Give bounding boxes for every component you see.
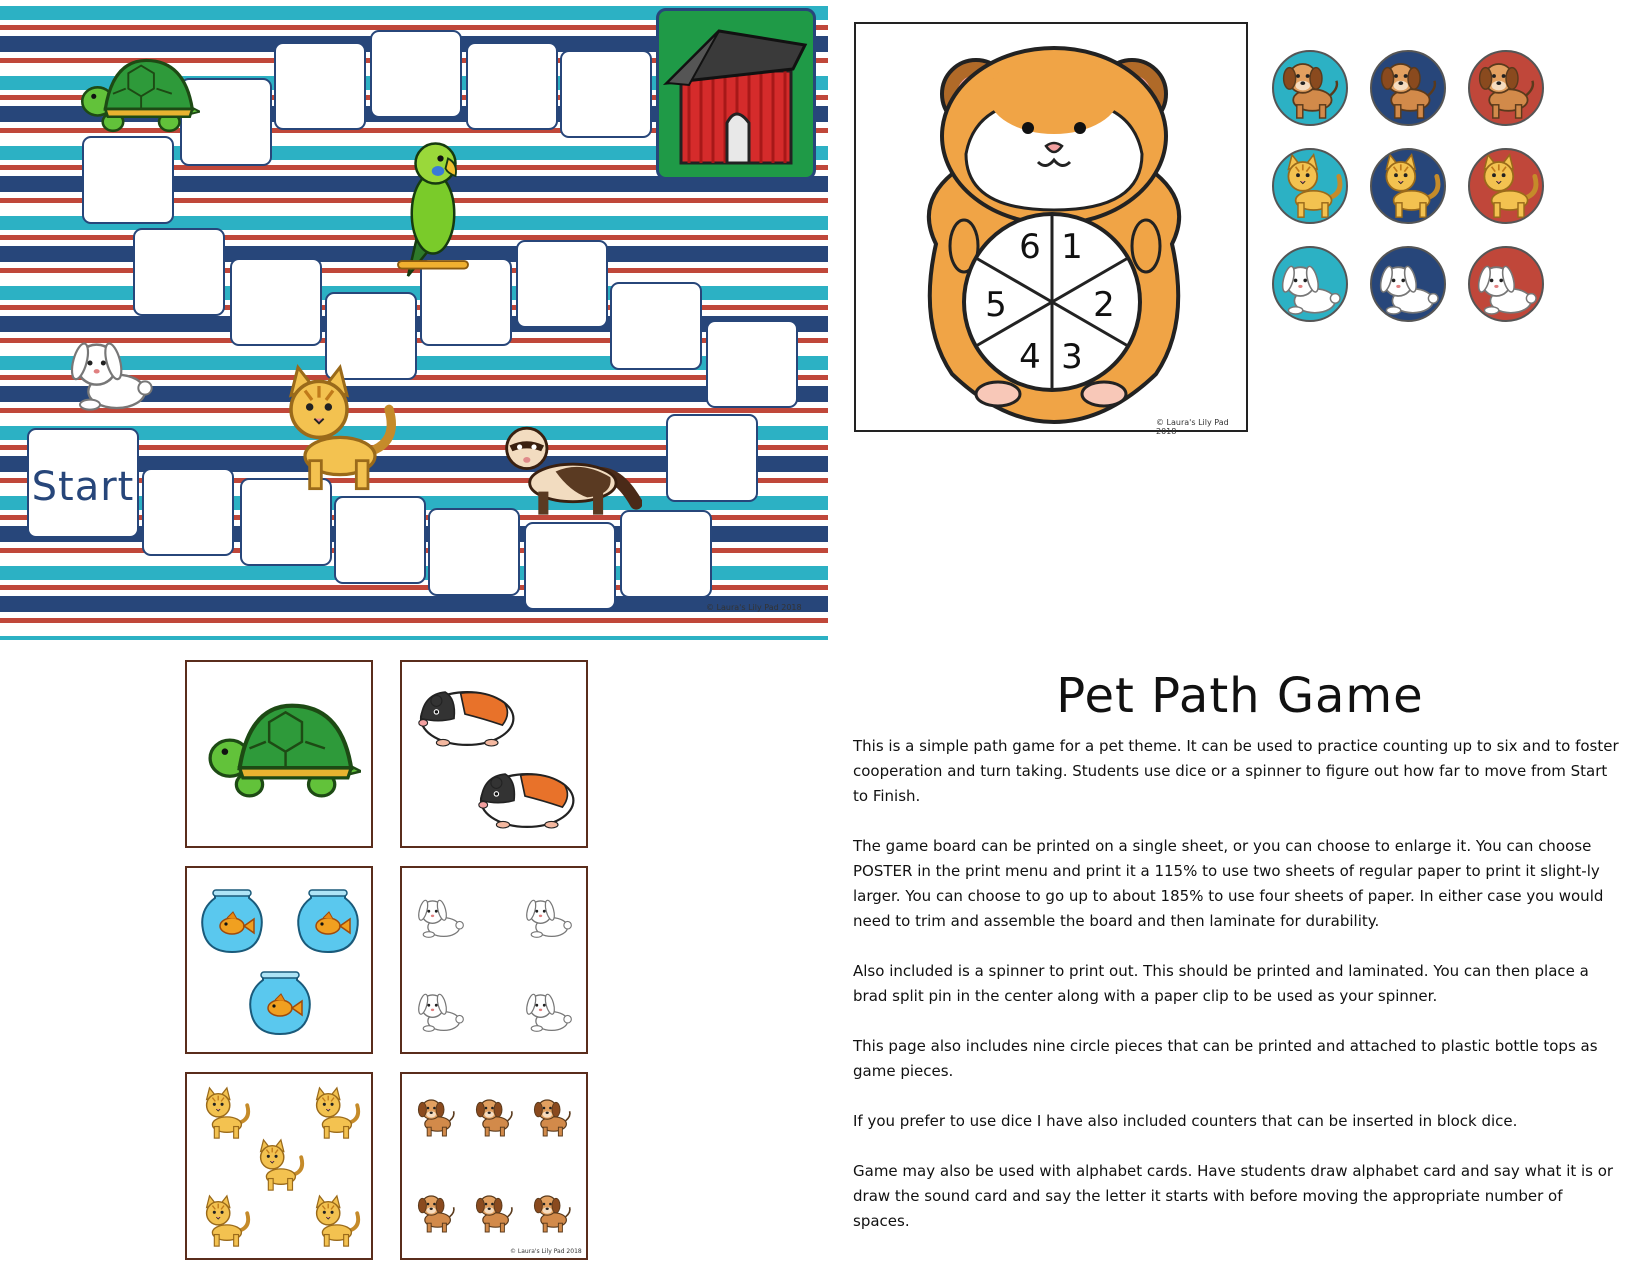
counter-card-4 (400, 866, 588, 1054)
dog-icon (1274, 52, 1346, 124)
board-square (666, 414, 758, 502)
spinner-number: 1 (1061, 227, 1083, 267)
cat-icon (258, 358, 408, 498)
cat-icon (305, 1084, 363, 1142)
page-title: Pet Path Game (1056, 668, 1424, 724)
board-square (133, 228, 225, 316)
dog-icon (412, 1188, 460, 1236)
board-square (524, 522, 616, 610)
dog-icon (470, 1188, 518, 1236)
cards-credit: © Laura's Lily Pad 2018 (510, 1248, 582, 1255)
counter-card-3 (185, 866, 373, 1054)
counter-card-5 (185, 1072, 373, 1260)
game-piece-bunny (1370, 246, 1446, 322)
bunny-icon (1372, 248, 1444, 320)
dog-icon (1372, 52, 1444, 124)
description-paragraph: The game board can be printed on a single sheet, or you can choose to enlarge it. You can choose POSTER in the print menu and print it a 115% to use two sheets of regular paper to print it slight-ly larger. You can choose to go up to about 185% to use four sheets of paper. In either case you would need to trim and assemble the board and then laminate for durability. (853, 837, 1604, 930)
fishbowl-icon (197, 886, 267, 956)
game-piece-bunny (1272, 246, 1348, 322)
spinner-number: 3 (1061, 337, 1083, 377)
game-piece-cat (1272, 148, 1348, 224)
turtle-icon (197, 692, 361, 808)
counter-card-2 (400, 660, 588, 848)
board-square (466, 42, 558, 130)
game-board (0, 0, 828, 640)
bunny-icon (520, 980, 576, 1036)
dog-icon (1470, 52, 1542, 124)
board-credit: © Laura's Lily Pad 2018 (706, 603, 802, 612)
spinner-number: 2 (1093, 285, 1115, 325)
start-square (27, 428, 139, 538)
board-square (610, 282, 702, 370)
rabbit-icon (38, 318, 182, 418)
start-label: Start (31, 464, 135, 510)
bunny-icon (520, 886, 576, 942)
spinner-card (854, 22, 1248, 436)
spinner-number: 5 (985, 285, 1007, 325)
description (853, 734, 1623, 1259)
board-square (230, 258, 322, 346)
game-piece-dog (1468, 50, 1544, 126)
bunny-icon (1274, 248, 1346, 320)
bunny-icon (1470, 248, 1542, 320)
guinea-pig-icon (470, 756, 580, 834)
board-square (370, 30, 462, 118)
game-piece-cat (1468, 148, 1544, 224)
spinner-number: 4 (1019, 337, 1041, 377)
hamster-spinner (856, 24, 1246, 430)
board-square (142, 468, 234, 556)
cat-icon (195, 1192, 253, 1250)
dog-icon (412, 1092, 460, 1140)
cat-icon (249, 1136, 307, 1194)
cat-icon (1372, 150, 1444, 222)
ferret-icon (498, 418, 642, 522)
description-paragraph: This page also includes nine circle pieces that can be printed and attached to plastic bottle tops as game pieces. (853, 1037, 1598, 1080)
doghouse-icon (659, 11, 813, 177)
description-paragraph: Also included is a spinner to print out. This should be printed and laminated. You can then place a brad split pin in the center along with a paper clip to be used as your spinner. (853, 962, 1589, 1005)
bunny-icon (412, 980, 468, 1036)
dog-icon (528, 1188, 576, 1236)
board-square (334, 496, 426, 584)
game-piece-bunny (1468, 246, 1544, 322)
cat-icon (195, 1084, 253, 1142)
spinner-number: 6 (1019, 227, 1041, 267)
board-square (560, 50, 652, 138)
counter-card-1 (185, 660, 373, 848)
board-square (82, 136, 174, 224)
cat-icon (1274, 150, 1346, 222)
guinea-pig-icon (410, 674, 520, 752)
description-paragraph: This is a simple path game for a pet theme. It can be used to practice counting up to six and to foster cooperation and turn taking. Students use dice or a spinner to figure out how far to move from Start to Finish. (853, 737, 1619, 805)
finish-doghouse (656, 8, 816, 180)
cat-icon (1470, 150, 1542, 222)
game-piece-dog (1272, 50, 1348, 126)
counter-card-6 (400, 1072, 588, 1260)
fishbowl-icon (245, 968, 315, 1038)
dog-icon (528, 1092, 576, 1140)
bunny-icon (412, 886, 468, 942)
board-square (706, 320, 798, 408)
game-piece-cat (1370, 148, 1446, 224)
turtle-icon (72, 42, 200, 148)
board-square (516, 240, 608, 328)
board-square (274, 42, 366, 130)
fishbowl-icon (293, 886, 363, 956)
game-piece-dog (1370, 50, 1446, 126)
description-paragraph: If you prefer to use dice I have also included counters that can be inserted in block dice. (853, 1112, 1518, 1130)
spinner-credit: © Laura's Lily Pad 2018 (1156, 418, 1229, 436)
cat-icon (305, 1192, 363, 1250)
parakeet-icon (394, 136, 472, 286)
description-paragraph: Game may also be used with alphabet cards. Have students draw alphabet card and say what it is or draw the sound card and say the letter it starts with before moving the appropriate number of spaces. (853, 1162, 1614, 1230)
dog-icon (470, 1092, 518, 1140)
board-square (620, 510, 712, 598)
